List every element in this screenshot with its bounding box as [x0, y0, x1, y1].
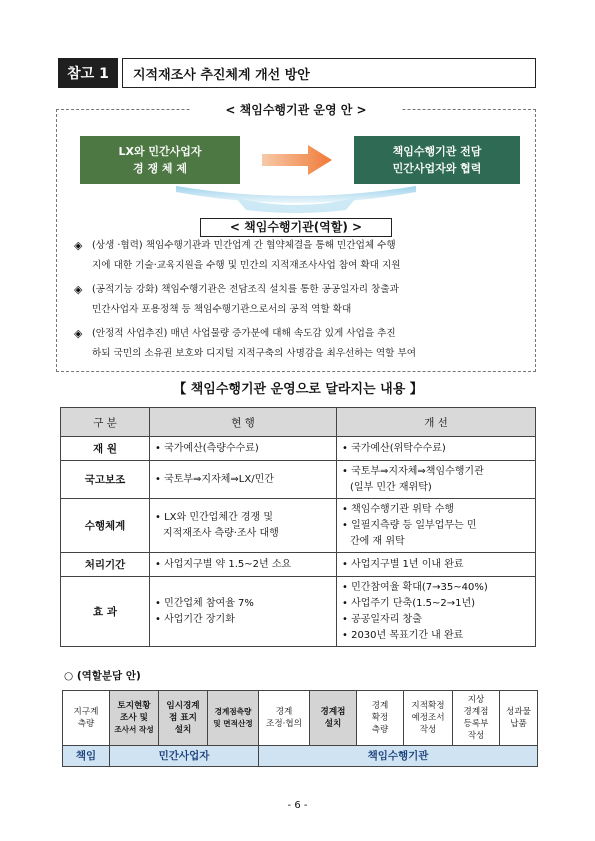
current-system-line1: LX와 민간사업자: [118, 145, 202, 158]
cell-line: 성과물: [506, 707, 531, 717]
new-system-line2: 민간사업자와 협력: [392, 162, 482, 175]
cell-line: • 공공일자리 창출: [342, 613, 422, 625]
cell-line: • 사업주기 단축(1.5~2→1년): [342, 597, 476, 609]
role-item: [72, 324, 526, 364]
cell-line: • 사업지구별 약 1.5~2년 소요: [155, 558, 292, 570]
section-title: < 책임수행기관 운영 안 >: [190, 101, 402, 119]
role-item-line: 하되 국민의 소유권 보호와 디지털 지적구축의 사명감을 최우선하는 역할 부여: [92, 348, 417, 359]
right-arrow-icon: [262, 145, 332, 175]
role-items: [72, 236, 526, 364]
role-division-table: [62, 690, 538, 767]
row-current: [150, 553, 337, 577]
role-item-line: (상생 ·협력) 책임수행기관과 민간업계 간 협약체결을 통해 민간업체 수행: [92, 240, 396, 251]
column-header-current: 현 행: [150, 408, 337, 437]
current-system-box: [80, 136, 240, 184]
new-system-line1: 책임수행기관 전담: [392, 145, 482, 158]
cell-line: 설치: [174, 725, 192, 735]
cell-line: 확정: [371, 713, 389, 723]
cell-line: • 민간참여율 확대(7→35~40%): [342, 581, 488, 593]
comparison-table: [60, 407, 536, 647]
cell-line: 조사 및: [120, 713, 148, 723]
cell-line: • 국가예산(측량수수료): [155, 442, 259, 454]
row-current: [150, 577, 337, 647]
cell-line: 조정·협의: [266, 719, 302, 729]
stage-cell: [357, 691, 404, 746]
cell-line: • 국가예산(위탁수수료): [342, 442, 446, 454]
assign-responsible-agency: 책임수행기관: [259, 746, 538, 767]
assignment-row: [63, 746, 538, 767]
cell-line: • 민간업체 참여율 7%: [155, 597, 254, 609]
cell-line: • 책임수행기관 위탁 수행: [342, 503, 455, 515]
cell-line: (일부 민간 재위탁): [350, 481, 432, 493]
cell-line: 등록부: [463, 719, 489, 729]
row-improved: [337, 499, 536, 553]
role-title: < 책임수행기관(역할) >: [200, 218, 392, 237]
funnel-wave-shape: [176, 184, 416, 214]
role-item: [72, 280, 526, 320]
cell-line: 지구계: [73, 707, 99, 717]
cell-line: 지상: [467, 695, 485, 705]
cell-line: 경계점측량: [214, 707, 252, 716]
cell-line: 간에 재 위탁: [350, 535, 405, 547]
cell-line: • LX와 민간업체간 경쟁 및: [155, 511, 273, 523]
assign-private-operator: 민간사업자: [110, 746, 259, 767]
diamond-bullet-icon: ◈: [74, 327, 83, 340]
cell-line: 경계: [275, 707, 293, 717]
stage-cell: [453, 691, 500, 746]
cell-line: 작성: [467, 731, 485, 741]
stage-cell: [63, 691, 110, 746]
row-improved: [337, 437, 536, 461]
role-item: [72, 236, 526, 276]
row-current: [150, 499, 337, 553]
reference-tag: 참고 1: [58, 58, 118, 88]
table-row: [61, 499, 536, 553]
role-item-line: (안정적 사업추진) 매년 사업물량 증가분에 대해 속도감 있게 사업을 추진: [92, 328, 396, 339]
row-category: 재 원: [61, 437, 150, 461]
comparison-title: 【 책임수행기관 운영으로 달라지는 내용 】: [173, 382, 423, 397]
row-improved: [337, 461, 536, 499]
cell-line: 경계: [371, 701, 389, 711]
cell-line: 작성: [419, 725, 437, 735]
cell-line: 지적확정: [411, 701, 445, 711]
cell-line: 경계점: [320, 707, 346, 717]
table-row: [61, 437, 536, 461]
stage-cell: [259, 691, 310, 746]
new-system-box: [354, 136, 520, 184]
row-category: 처리기간: [61, 553, 150, 577]
stage-cell: [159, 691, 208, 746]
cell-line: • 국토부⇒지자체⇒책임수행기관: [342, 465, 484, 477]
stage-cell: [404, 691, 453, 746]
diamond-bullet-icon: ◈: [74, 283, 83, 296]
table-row: [61, 553, 536, 577]
stage-row: [63, 691, 538, 746]
row-improved: [337, 553, 536, 577]
row-current: [150, 437, 337, 461]
row-improved: [337, 577, 536, 647]
cell-line: 지적재조사 측량·조사 대행: [163, 527, 279, 539]
cell-line: 임시경계: [166, 701, 200, 711]
cell-line: • 2030년 목표기간 내 완료: [342, 629, 464, 641]
page-number: - 6 -: [287, 800, 308, 811]
stage-cell: [110, 691, 159, 746]
cell-line: 측량: [371, 725, 389, 735]
cell-line: 측량: [77, 719, 95, 729]
stage-cell: [208, 691, 259, 746]
role-item-line: 민간사업자 포용정책 등 책임수행기관으로서의 공적 역할 확대: [92, 304, 352, 315]
cell-line: • 국토부⇒지자체⇒LX/민간: [155, 473, 274, 485]
cell-line: • 사업기간 장기화: [155, 613, 235, 625]
stage-cell: [500, 691, 538, 746]
table-row: [61, 461, 536, 499]
cell-line: 및 면적산정: [213, 719, 253, 728]
role-item-line: 지에 대한 기술·교육지원을 수행 및 민간의 지적재조사사업 참여 확대 지원: [92, 260, 401, 271]
cell-line: 예정조서: [411, 713, 445, 723]
role-item-line: (공적기능 강화) 책임수행기관은 전담조직 설치를 통한 공공일자리 창출과: [92, 284, 399, 295]
cell-line: 납품: [510, 719, 527, 729]
row-current: [150, 461, 337, 499]
row-category: 효 과: [61, 577, 150, 647]
row-category: 국고보조: [61, 461, 150, 499]
column-header-improved: 개 선: [337, 408, 536, 437]
cell-line: 토지현황: [117, 701, 151, 711]
cell-line: 설치: [324, 719, 342, 729]
comparison-header-row: [61, 408, 536, 437]
row-category: 수행체계: [61, 499, 150, 553]
stage-cell: [310, 691, 357, 746]
role-division-heading: ○ (역할분담 안): [64, 670, 141, 682]
cell-line: 경계점: [463, 707, 489, 717]
document-title: 지적재조사 추진체계 개선 방안: [122, 58, 536, 88]
current-system-line2: 경 쟁 체 제: [133, 162, 187, 175]
cell-line: • 일필지측량 등 일부업무는 민: [342, 519, 477, 531]
cell-line: 점 표지: [169, 713, 197, 723]
table-row: [61, 577, 536, 647]
assign-responsible: 책임: [63, 746, 110, 767]
cell-line: 조사서 작성: [114, 725, 154, 734]
cell-line: • 사업지구별 1년 이내 완료: [342, 558, 464, 570]
column-header-category: 구 분: [61, 408, 150, 437]
diamond-bullet-icon: ◈: [74, 239, 83, 252]
